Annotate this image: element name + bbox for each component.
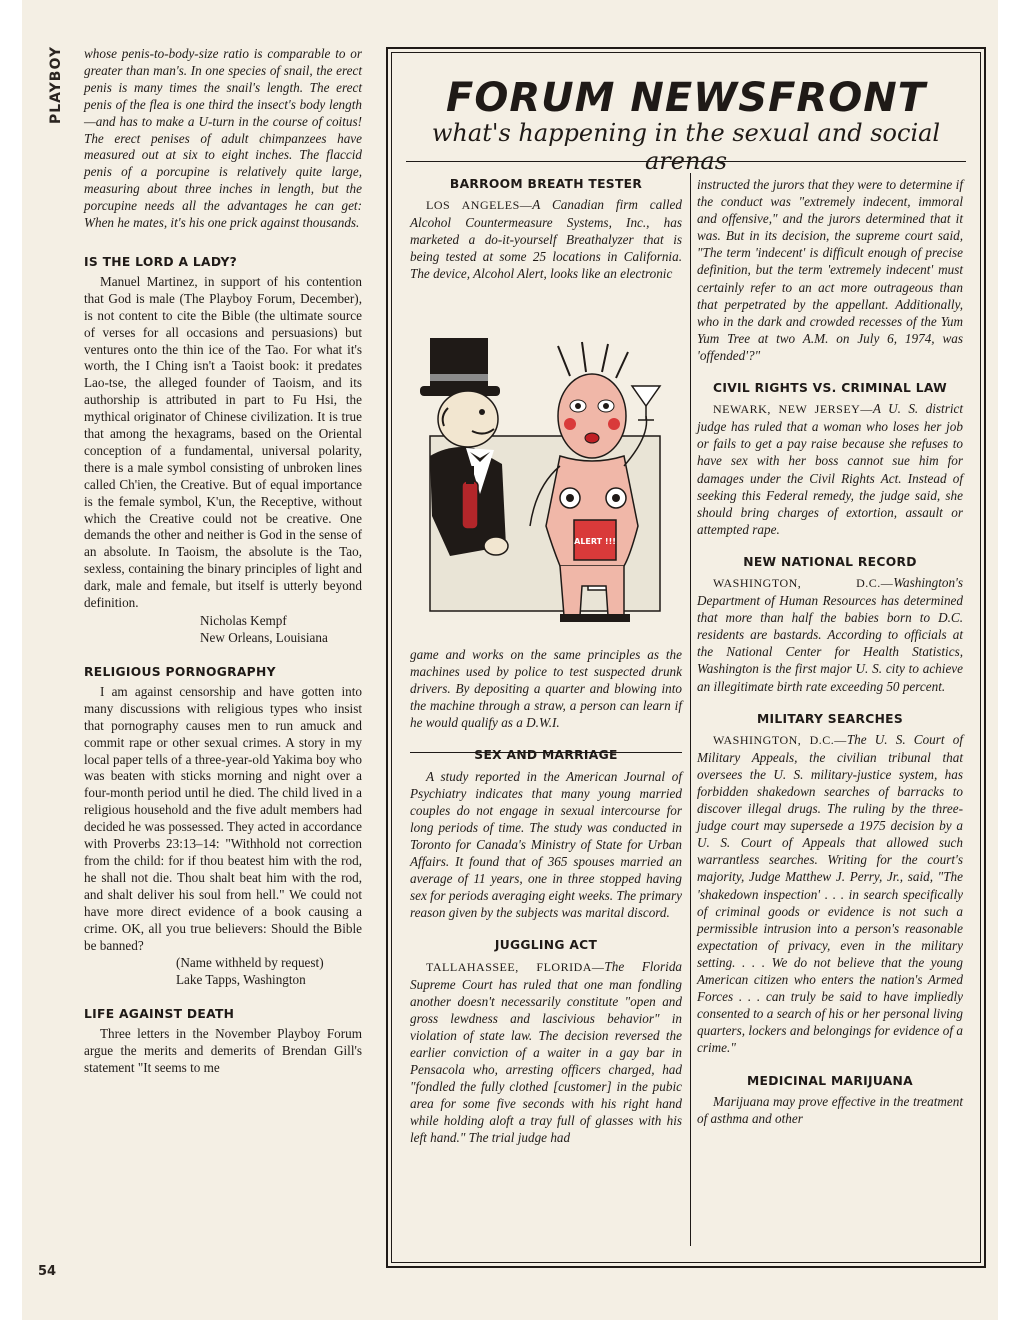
article-heading: JUGGLING ACT bbox=[494, 938, 598, 953]
running-head: PLAYBOY bbox=[48, 46, 64, 125]
page-number: 54 bbox=[38, 1264, 57, 1279]
column-divider bbox=[690, 173, 691, 1246]
article-body: game and works on the same principles as the machines used by police to test suspected drunk drivers. By depositing a quarter and blowing into the machine through a straw, a person can learn if he would qualify as a D.W.I. bbox=[410, 647, 682, 731]
signature-name: Nicholas Kempf bbox=[200, 613, 287, 628]
article-body: The Florida Supreme Court has ruled that one man fondling another doesn't necessarily constitute "open and gross lewdness and lascivious behavior" in violation of state law. The decision reversed the earlier conviction of a waiter in a gay bar in Pensacola who, arresting officers charged, had "fondled the fully clothed [customer] in the pubic area for some five seconds with his right hand while holding aloft a tray full of glasses with his left hand." The trial judge had bbox=[410, 958, 683, 1146]
dateline: LOS ANGELES— bbox=[426, 198, 533, 213]
man-face bbox=[438, 391, 498, 447]
letter-signature bbox=[84, 954, 362, 988]
article-heading: SEX AND MARRIAGE bbox=[474, 748, 618, 763]
news-column-left-bottom bbox=[410, 646, 682, 1147]
signature-name: (Name withheld by request) bbox=[176, 955, 324, 971]
article-heading: MILITARY SEARCHES bbox=[756, 711, 904, 726]
article-heading: MEDICINAL MARIJUANA bbox=[747, 1073, 913, 1088]
news-column-left-top bbox=[410, 168, 682, 283]
article-heading: NEW NATIONAL RECORD bbox=[743, 554, 917, 569]
signature-place: New Orleans, Louisiana bbox=[200, 630, 328, 645]
top-hat bbox=[430, 338, 488, 390]
dateline: WASHINGTON, D.C.— bbox=[713, 575, 894, 590]
dateline: TALLAHASSEE, FLORIDA— bbox=[426, 959, 605, 974]
letter-body: Manuel Martinez, in support of his contention that God is male (The Playboy Forum, December), is not content to cite the Bible (the ultimate source of verses for all occasions and persuasions) but ventures onto the thin ice of the Tao. For what it's worth, the I Ching isn't a Taoist book: it predates Lao-tse, the alleged founder of Taoism, and its authorship is attributed in part to Fu Hsi, the mythical originator of Chinese civilization. It is true that among the hexagrams, based on the Oriental conception of a fundamental, universal polarity, there is a male symbol consisting of unbroken lines called Ch'ien, the Creative. But of equal importance is the female symbol, K'un, the Receptive, without which the Creative could not be creative. One demands the other and neither is God in the sense of an absolute. In Taoism, the absolute is the Tao, sexless, containing the binary principles of light and dark, male and female, but itself is utterly beyond definition. bbox=[84, 273, 362, 611]
article-body: instructed the jurors that they were to determine if the conduct was "extremely indecent, immoral and offensive," and the jurors determined that it was. But in its decision, the supreme court said, "The term 'indecent' is difficult enough of precise definition, but the term 'extremely indecent' must certainly refer to an act more outrageous than that perpetrated by the appellant. Additionally, who in the dark and crowded recesses of the Yum Yum Tree at two A.M. on July 6, 1974, was 'offended'?" bbox=[697, 177, 963, 363]
newsfront-subtitle: what's happening in the sexual and social arenas bbox=[431, 119, 941, 175]
robot-head bbox=[558, 374, 626, 458]
breathalyzer-illustration bbox=[410, 316, 682, 644]
article-body: Marijuana may prove effective in the treatment of asthma and other bbox=[697, 1093, 963, 1126]
section-heading: LIFE AGAINST DEATH bbox=[84, 1007, 235, 1022]
dateline: WASHINGTON, D.C.— bbox=[713, 732, 847, 747]
dateline: NEWARK, NEW JERSEY— bbox=[713, 402, 873, 417]
newsfront-title: FORUM NEWSFRONT bbox=[446, 75, 926, 121]
left-column bbox=[84, 46, 362, 1077]
article-heading: CIVIL RIGHTS VS. CRIMINAL LAW bbox=[713, 381, 947, 396]
article-body: Washington's Department of Human Resources has determined that more than half the babies born to D.C. residents are bastards. According to officials at the National Center for Health Statistics, Washington is the first major U. S. city to achieve an illegitimate birth rate exceeding 50 percent. bbox=[697, 574, 963, 694]
news-column-right bbox=[697, 176, 963, 1127]
article-body: A U. S. district judge has ruled that a woman who loses her job or fails to get a pay raise because she refuses to have sex with her boss cannot sue him for damages under the Civil Rights Act. Instead of seeking this Federal remedy, the judge said, she should bring charges of extortion, assault or attempted rape. bbox=[697, 401, 964, 537]
signature-place: Lake Tapps, Washington bbox=[176, 972, 306, 988]
title-rule bbox=[406, 161, 966, 162]
letter-signature bbox=[84, 612, 362, 646]
letter-body: I am against censorship and have gotten into many discussions with religious types who insist that pornography causes men to run amuck and commit rape or other sexual crimes. A story in my local paper tells of a three-year-old Yakima boy who was beaten with sticks morning and night over a four-month period until he died. The child lived in a religious household and the five adult members had decided he was possessed. They acted in accordance with Proverbs 23:13–14: "Withhold not correction from the child: for if thou beatest him with the rod, he shall not die. Thou shalt beat him with the rod, and shalt deliver his soul from hell." We could not have more direct evidence of a book causing a crime. OK, all you true believers: Should the Bible be banned? bbox=[84, 683, 362, 953]
bottle-icon bbox=[462, 481, 478, 529]
article-body: A Canadian firm called Alcohol Countermeasure Systems, Inc., has marketed a do-it-yourself Breathalyzer that is being tested at some 25 locations in California. The device, Alcohol Alert, looks like an electronic bbox=[410, 197, 683, 282]
letter-body: Three letters in the November Playboy Forum argue the merits and demerits of Brendan Gill's statement "It seems to me bbox=[84, 1026, 362, 1076]
alert-sign-text: ALERT !!! bbox=[574, 537, 616, 546]
article-body: A study reported in the American Journal of Psychiatry indicates that many young married couples do not engage in sexual intercourse for long periods of time. The study was conducted in Toronto for Canada's Ministry of State for Urban Affairs. It found that of 365 spouses married an average of 11 years, one in three stopped having sex for periods averaging eight weeks. The primary reason given by the subjects was marital discord. bbox=[410, 768, 682, 921]
section-heading: IS THE LORD A LADY? bbox=[84, 254, 238, 269]
article-body: The U. S. Court of Military Appeals, the civilian tribunal that oversees the U. S. military-justice system, has forbidden shakedown searches of barracks to discover illegal drugs. The ruling by the three-judge court may supersede a 1975 decision by a U. S. Court of Appeals that allowed such warrantless searches. Writing for the court's majority, Judge Matthew J. Perry, Jr., said, "The 'shakedown inspection' . . . in search specifically of criminal goods or evidence is not such a permissible intrusion into a person's reasonable expectation of privacy, even in the military setting. . . . We do not believe that the young American citizen who enters the nation's Armed Forces . . . can truly be said to have impliedly consented to a search of his or her personal living quarters, lockers and belongings for evidence of a crime." bbox=[697, 731, 963, 1056]
section-heading: RELIGIOUS PORNOGRAPHY bbox=[84, 665, 276, 679]
article-heading: BARROOM BREATH TESTER bbox=[449, 177, 643, 191]
intro-paragraph: whose penis-to-body-size ratio is comparable to or greater than man's. In one species of snail, the erect penis is many times the snail's length. The erect penis of the flea is one third the insect's body length—and has to make a U-turn in the course of coitus! The erect penises of adult chimpanzees have measured out at six to eight inches. The flaccid penis of a porcupine is relatively quite large, measuring about three inches in length, but the porcupine needs all the advantages he can get: When he mates, it's his one prick against thousands. bbox=[84, 46, 362, 231]
